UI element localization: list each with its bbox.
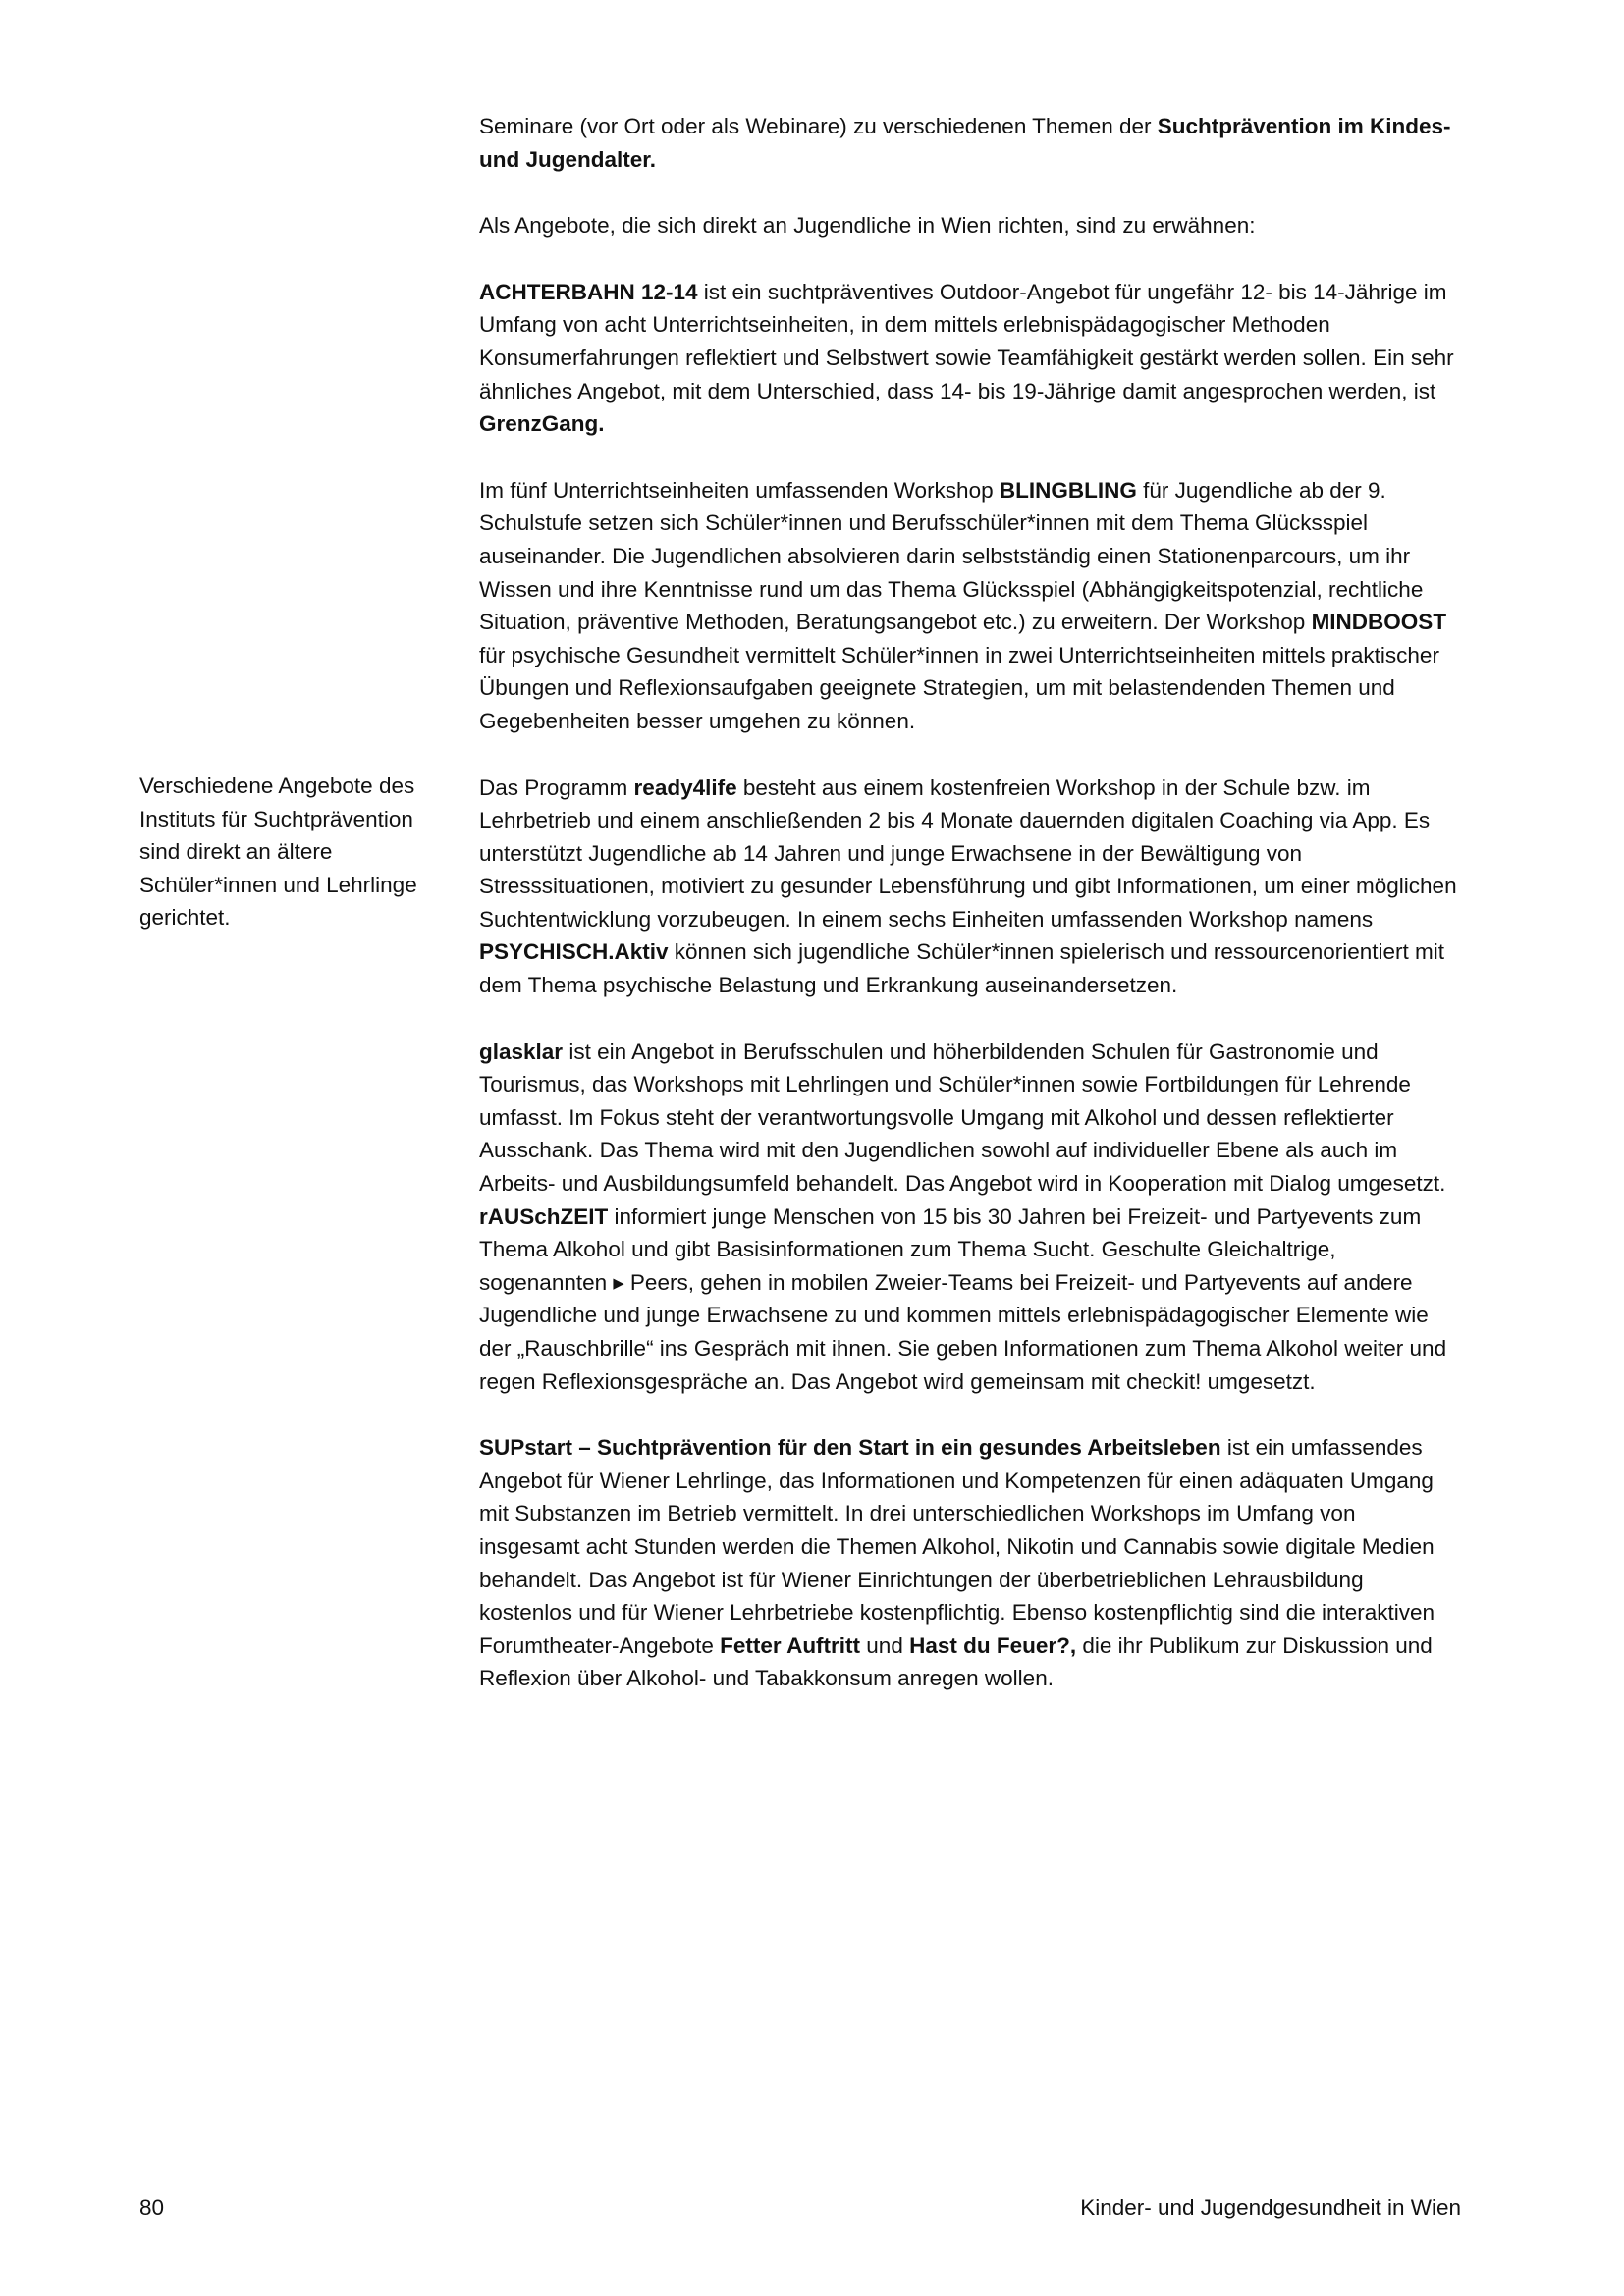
bold-term: GrenzGang. — [479, 411, 605, 437]
main-column — [479, 110, 1461, 1729]
bold-term: BLINGBLING — [999, 477, 1137, 503]
bold-term: MINDBOOST — [1311, 610, 1447, 635]
bold-term: Hast du Feuer?, — [909, 1632, 1077, 1658]
bold-term: ACHTERBAHN 12-14 — [479, 279, 698, 304]
text-run: können sich jugendliche Schüler*innen spielerisch und ressourcenorientiert mit dem Thema psychische Belastung und Erkrankung auseinandersetzen. — [479, 939, 1444, 998]
text-run: für psychische Gesundheit vermittelt Schüler*innen in zwei Unterrichtseinheiten mittels praktischer Übungen und Reflexionsaufgaben geeignete Strategien, um mit belastendenden Themen und Gegebenheiten besser umgehen zu können. — [479, 642, 1439, 733]
bold-term: Fetter Auftritt — [720, 1632, 861, 1658]
text-run: Seminare (vor Ort oder als Webinare) zu verschiedenen Themen der — [479, 114, 1158, 138]
paragraph-angebote-intro — [479, 209, 1461, 242]
running-title: Kinder- und Jugendgesundheit in Wien — [1080, 2195, 1461, 2219]
text-run: Das Programm — [479, 774, 634, 800]
bold-term: SUPstart – Suchtprävention für den Start in ein gesundes Arbeitsleben — [479, 1435, 1221, 1461]
paragraph-glasklar — [479, 1036, 1461, 1399]
text-run: Im fünf Unterrichtseinheiten umfassenden Workshop — [479, 477, 1000, 503]
bold-term: glasklar — [479, 1039, 564, 1064]
bold-term: Suchtprävention im Kindes- und Jugendalter. — [479, 114, 1451, 172]
paragraph-ready4life — [479, 772, 1461, 1002]
text-run: und — [860, 1632, 910, 1658]
text-run: Als Angebote, die sich direkt an Jugendliche in Wien richten, sind zu erwähnen: — [479, 213, 1256, 239]
text-run: die ihr Publikum zur Diskussion und Reflexion über Alkohol- und Tabakkonsum anregen wollen. — [479, 1632, 1433, 1691]
page-number: 80 — [139, 2195, 165, 2219]
text-run: informiert junge Menschen von 15 bis 30 Jahren bei Freizeit- und Partyevents zum Thema Alkohol und gibt Basisinformationen zum Thema Sucht. Geschulte Gleichaltrige, sogenannten ▸ Peers, gehen in mobilen Zweier-Teams bei Freizeit- und Partyevents auf andere Jugendliche und junge Erwachsene zu und kommen mittels erlebnispädagogischer Elemente wie der „Rauschbrille“ ins Gespräch mit ihnen. Sie geben Informationen zum Thema Alkohol weiter und regen Reflexionsgespräche an. Das Angebot wird gemeinsam mit checkit! umgesetzt. — [479, 1203, 1447, 1394]
text-run: für Jugendliche ab der 9. Schulstufe setzen sich Schüler*innen und Berufsschüler*innen mit dem Thema Glücksspiel auseinander. Die Jugendlichen absolvieren darin selbstständig einen Stationenparcours, um ihr Wissen und ihre Kenntnisse rund um das Thema Glücksspiel (Abhängigkeitspotenzial, rechtliche Situation, präventive Methoden, Beratungsangebot etc.) zu erweitern. Der Workshop — [479, 477, 1424, 635]
paragraph-seminare — [479, 110, 1461, 176]
text-run: besteht aus einem kostenfreien Workshop in der Schule bzw. im Lehrbetrieb und einem anschließenden 2 bis 4 Monate dauernden digitalen Coaching via App. Es unterstützt Jugendliche ab 14 Jahren und junge Erwachsene in der Bewältigung von Stresssituationen, motiviert zu gesunder Lebensführung und gibt Informationen, um einer möglichen Suchtentwicklung vorzubeugen. In einem sechs Einheiten umfassenden Workshop namens — [479, 774, 1457, 932]
bold-term: ready4life — [633, 774, 737, 800]
paragraph-supstart — [479, 1431, 1461, 1695]
bold-term: PSYCHISCH.Aktiv — [479, 939, 669, 965]
bold-term: rAUSchZEIT — [479, 1203, 609, 1229]
paragraph-achterbahn — [479, 276, 1461, 441]
text-run: ist ein Angebot in Berufsschulen und höherbildenden Schulen für Gastronomie und Tourismus, das Workshops mit Lehrlingen und Schüler*innen sowie Fortbildungen für Lehrende umfasst. Im Fokus steht der verantwortungsvolle Umgang mit Alkohol und dessen reflektierter Ausschank. Das Thema wird mit den Jugendlichen sowohl auf individueller Ebene als auch im Arbeits- und Ausbildungsumfeld behandelt. Das Angebot wird in Kooperation mit Dialog umgesetzt. — [479, 1039, 1446, 1197]
paragraph-blingbling — [479, 474, 1461, 738]
margin-note: Verschiedene Angebote des Instituts für Suchtprävention sind direkt an ältere Schüler*innen und Lehrlinge gerichtet. — [139, 774, 417, 931]
text-run: ist ein suchtpräventives Outdoor-Angebot für ungefähr 12- bis 14-Jährige im Umfang von acht Unterrichtseinheiten, in dem mittels erlebnispädagogischer Methoden Konsumerfahrungen reflektiert und Selbstwert sowie Teamfähigkeit gestärkt werden sollen. Ein sehr ähnliches Angebot, mit dem Unterschied, dass 14- bis 19-Jährige damit angesprochen werden, ist — [479, 279, 1454, 403]
text-run: ist ein umfassendes Angebot für Wiener Lehrlinge, das Informationen und Kompetenzen für einen adäquaten Umgang mit Substanzen im Betrieb vermittelt. In drei unterschiedlichen Workshops im Umfang von insgesamt acht Stunden werden die Themen Alkohol, Nikotin und Cannabis sowie digitale Medien behandelt. Das Angebot ist für Wiener Einrichtungen der überbetrieblichen Lehrausbildung kostenlos und für Wiener Lehrbetriebe kostenpflichtig. Ebenso kostenpflichtig sind die interaktiven Forumtheater-Angebote — [479, 1435, 1435, 1658]
